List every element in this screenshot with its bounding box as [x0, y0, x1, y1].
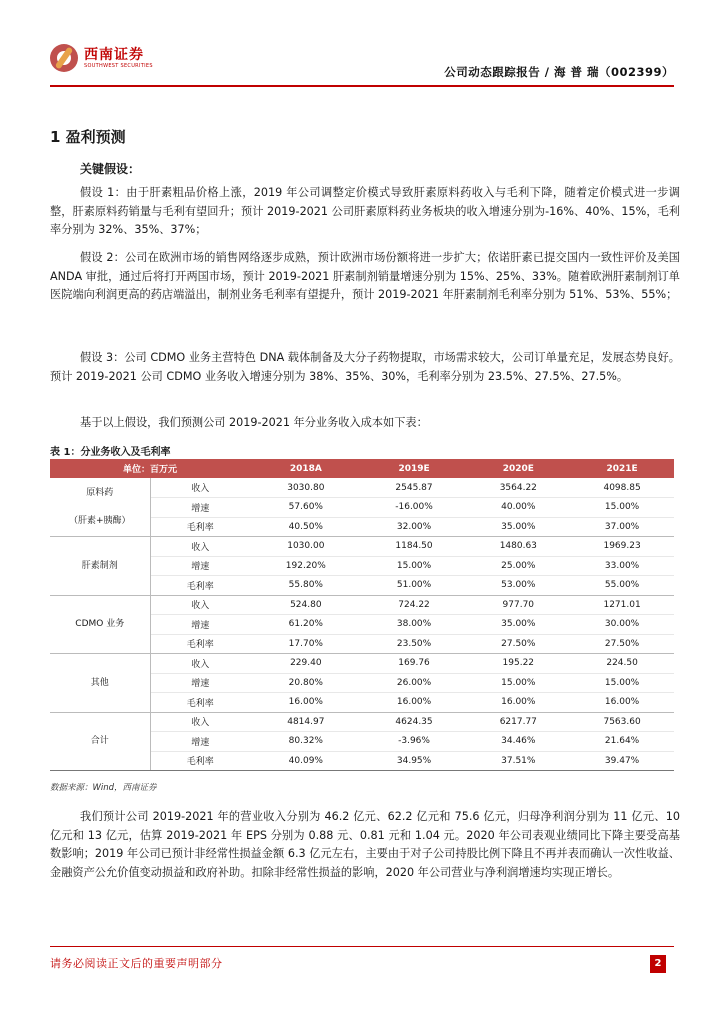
table-cell: 39.47%	[570, 751, 674, 771]
table-cell: 15.00%	[570, 673, 674, 693]
footer-disclaimer: 请务必阅读正文后的重要声明部分	[50, 957, 223, 970]
category-sub: （肝素+胰酶）	[68, 516, 131, 526]
section-title: 1 盈利预测	[50, 128, 126, 146]
page-number: 2	[650, 955, 666, 973]
table-cell: -3.96%	[362, 732, 467, 752]
table-cell: 23.50%	[362, 634, 467, 654]
table-source: 数据来源：Wind，西南证券	[50, 783, 157, 793]
category-cell: 肝素制剂	[50, 537, 150, 596]
table-cell: 224.50	[570, 654, 674, 674]
table-cell: 17.70%	[250, 634, 362, 654]
table-cell: 20.80%	[250, 673, 362, 693]
table-cell: 977.70	[466, 595, 570, 615]
unit-header: 单位：百万元	[50, 459, 250, 478]
table-cell: 15.00%	[570, 498, 674, 518]
revenue-margin-table	[50, 459, 674, 771]
table-cell: 53.00%	[466, 576, 570, 596]
page-header	[50, 40, 674, 80]
category-cell	[50, 478, 150, 537]
table-cell: 37.51%	[466, 751, 570, 771]
metric-label: 毛利率	[150, 751, 250, 771]
table-cell: 15.00%	[466, 673, 570, 693]
table-cell: 3564.22	[466, 478, 570, 498]
table-cell: 2545.87	[362, 478, 467, 498]
table-cell: 27.50%	[466, 634, 570, 654]
table-cell: 32.00%	[362, 517, 467, 537]
logo-chinese-name: 西南证券	[84, 46, 144, 63]
metric-label: 收入	[150, 654, 250, 674]
category-cell: 其他	[50, 654, 150, 713]
table-cell: 195.22	[466, 654, 570, 674]
table-row	[50, 654, 674, 674]
table-cell: 1480.63	[466, 537, 570, 557]
table-cell: 55.00%	[570, 576, 674, 596]
table-cell: 16.00%	[362, 693, 467, 713]
table-cell: 1271.01	[570, 595, 674, 615]
metric-label: 毛利率	[150, 693, 250, 713]
metric-label: 收入	[150, 595, 250, 615]
table-cell: 7563.60	[570, 712, 674, 732]
category-cell: 合计	[50, 712, 150, 771]
metric-label: 增速	[150, 615, 250, 635]
assumption-1-paragraph: 假设 1：由于肝素粗品价格上涨，2019 年公司调整定价模式导致肝素原料药收入与毛利下降，随着定价模式进一步调整，肝素原料药销量与毛利有望回升；预计 2019-2021 公司肝素原料药业务板块的收入增速分别为-16%、40%、15%，毛利率分别为 32%、35%、37%；	[50, 186, 680, 236]
metric-label: 毛利率	[150, 576, 250, 596]
key-assumptions-label: 关键假设：	[80, 162, 141, 176]
table-cell: 4814.97	[250, 712, 362, 732]
table-row	[50, 595, 674, 615]
table-cell: 40.50%	[250, 517, 362, 537]
metric-label: 收入	[150, 537, 250, 557]
table-cell: 26.00%	[362, 673, 467, 693]
table-caption: 表 1：分业务收入及毛利率	[50, 447, 171, 458]
header-divider	[50, 85, 674, 87]
year-header: 2020E	[466, 459, 570, 478]
table-cell: 4624.35	[362, 712, 467, 732]
report-title: 公司动态跟踪报告 / 海 普 瑞（002399）	[444, 65, 674, 79]
table-cell: 16.00%	[250, 693, 362, 713]
metric-label: 增速	[150, 498, 250, 518]
table-cell: 25.00%	[466, 556, 570, 576]
table-cell: 34.46%	[466, 732, 570, 752]
table-cell: 33.00%	[570, 556, 674, 576]
table-cell: 169.76	[362, 654, 467, 674]
table-cell: 27.50%	[570, 634, 674, 654]
metric-label: 增速	[150, 673, 250, 693]
footer-divider	[50, 946, 674, 947]
metric-label: 收入	[150, 712, 250, 732]
table-cell: 1184.50	[362, 537, 467, 557]
table-cell: 57.60%	[250, 498, 362, 518]
year-header: 2018A	[250, 459, 362, 478]
table-intro-paragraph: 基于以上假设，我们预测公司 2019-2021 年分业务收入成本如下表：	[80, 416, 428, 429]
table-row	[50, 712, 674, 732]
table-cell: 55.80%	[250, 576, 362, 596]
table-cell: 40.09%	[250, 751, 362, 771]
table-cell: 61.20%	[250, 615, 362, 635]
forecast-summary-paragraph: 我们预计公司 2019-2021 年的营业收入分别为 46.2 亿元、62.2 亿元和 75.6 亿元，归母净利润分别为 11 亿元、10 亿元和 13 亿元，估算 2019-2021 年 EPS 分别为 0.88 元、0.81 元和 1.04 元。2020 年公司表观业绩同比下降主要受高基数影响；2019 年公司已预计非经常性损益金额 6.3 亿元左右，主要由于对子公司持股比例下降且不再并表而确认一次性收益、金融资产公允价值变动损益和政府补助。扣除非经常性损益的影响，2020 年公司营业与净利润增速均实现正增长。	[50, 810, 680, 879]
table-cell: 16.00%	[570, 693, 674, 713]
category-cell: CDMO 业务	[50, 595, 150, 654]
metric-label: 收入	[150, 478, 250, 498]
table-cell: 38.00%	[362, 615, 467, 635]
metric-label: 毛利率	[150, 517, 250, 537]
table-cell: 35.00%	[466, 517, 570, 537]
table-cell: 51.00%	[362, 576, 467, 596]
table-cell: 524.80	[250, 595, 362, 615]
table-cell: 1969.23	[570, 537, 674, 557]
category-name: 原料药	[86, 488, 114, 498]
logo-english-name: SOUTHWEST SECURITIES	[84, 62, 153, 69]
table-cell: 34.95%	[362, 751, 467, 771]
table-row	[50, 478, 674, 498]
assumption-2-paragraph: 假设 2：公司在欧洲市场的销售网络逐步成熟，预计欧洲市场份额将进一步扩大；依诺肝素已提交国内一致性评价及美国 ANDA 审批，通过后将打开两国市场，预计 2019-2021 肝素制剂销量增速分别为 15%、25%、33%。随着欧洲肝素制剂订单医院端向利润更高的药店端溢出，制剂业务毛利率有望提升，预计 2019-2021 年肝素制剂毛利率分别为 51%、53%、55%；	[50, 251, 680, 301]
table-cell: 4098.85	[570, 478, 674, 498]
table-header-row	[50, 459, 674, 478]
table-cell: 30.00%	[570, 615, 674, 635]
table-cell: -16.00%	[362, 498, 467, 518]
table-cell: 15.00%	[362, 556, 467, 576]
logo-mark-icon	[50, 44, 78, 72]
metric-label: 增速	[150, 732, 250, 752]
table-cell: 724.22	[362, 595, 467, 615]
table-row	[50, 537, 674, 557]
year-header: 2021E	[570, 459, 674, 478]
table-cell: 40.00%	[466, 498, 570, 518]
table-cell: 1030.00	[250, 537, 362, 557]
assumption-3-paragraph: 假设 3：公司 CDMO 业务主营特色 DNA 载体制备及大分子药物提取，市场需求较大，公司订单量充足，发展态势良好。预计 2019-2021 公司 CDMO 业务收入增速分别为 38%、35%、30%，毛利率分别为 23.5%、27.5%、27.5%。	[50, 351, 680, 383]
table-cell: 3030.80	[250, 478, 362, 498]
table-cell: 6217.77	[466, 712, 570, 732]
metric-label: 增速	[150, 556, 250, 576]
table-cell: 35.00%	[466, 615, 570, 635]
table-cell: 80.32%	[250, 732, 362, 752]
metric-label: 毛利率	[150, 634, 250, 654]
table-cell: 229.40	[250, 654, 362, 674]
table-cell: 192.20%	[250, 556, 362, 576]
table-cell: 37.00%	[570, 517, 674, 537]
table-cell: 21.64%	[570, 732, 674, 752]
table-cell: 16.00%	[466, 693, 570, 713]
year-header: 2019E	[362, 459, 467, 478]
company-logo	[50, 44, 153, 72]
